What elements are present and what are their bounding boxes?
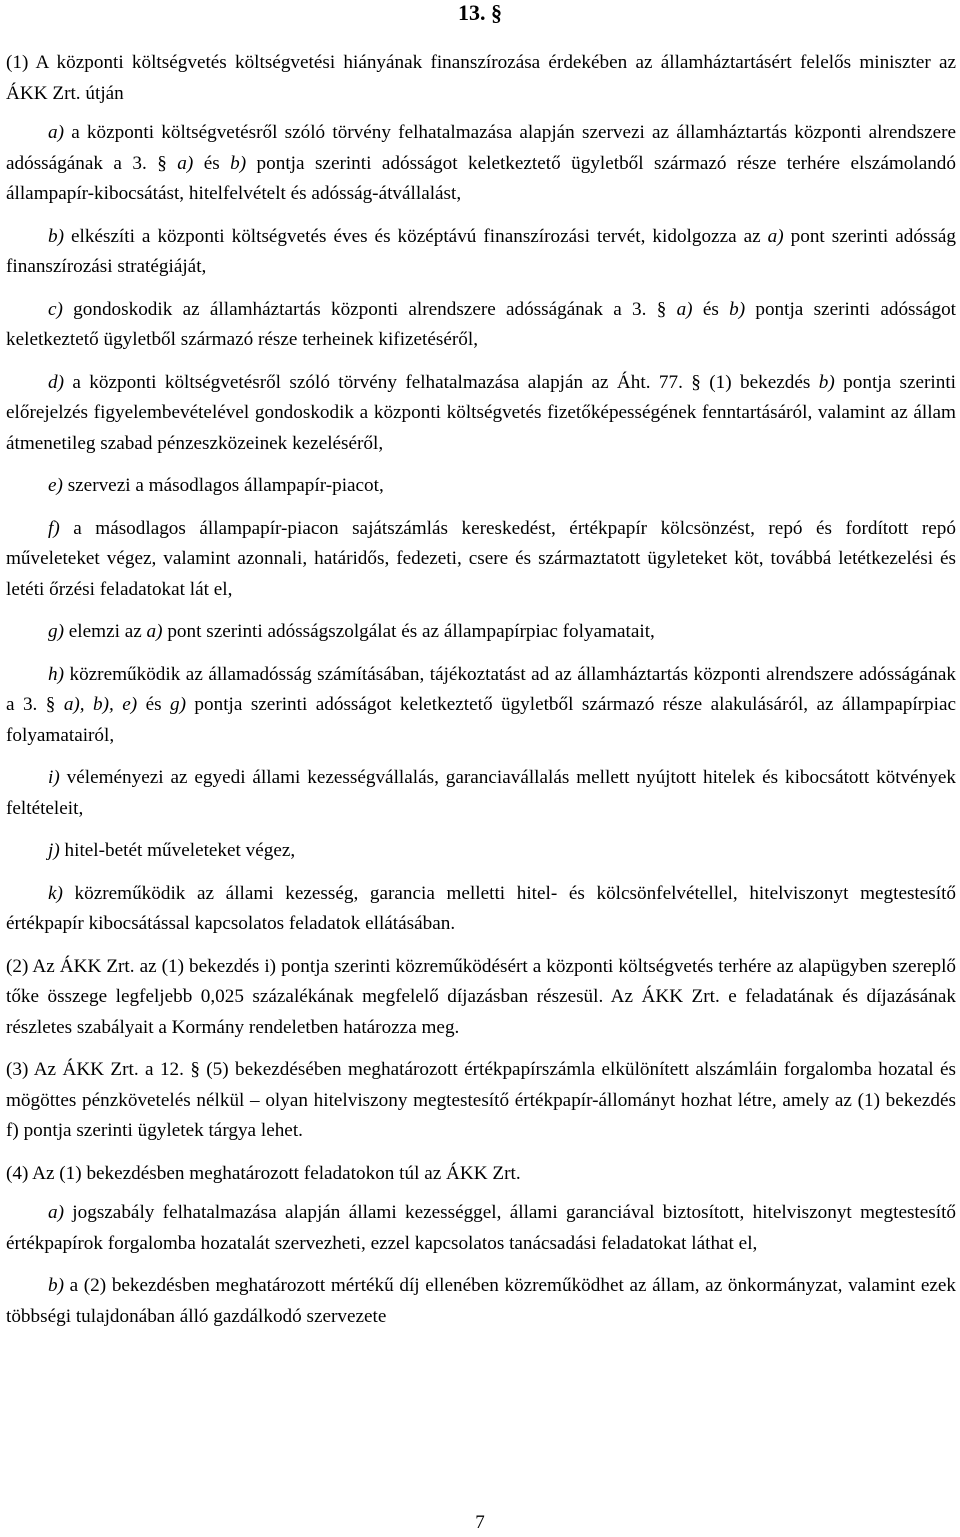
p4-item-a: a) jogszabály felhatalmazása alapján állami kezességgel, állami garanciával biztosított, hitelviszonyt megtestesítő értékpapírok forgalomba hozatalát szervezheti, ezzel kapcsolatos tanácsadási feladatokat láthat el, bbox=[6, 1202, 956, 1254]
item-c: c) gondoskodik az államháztartás központi alrendszere adósságának a 3. § a) és b) pontja szerinti adósságot keletkeztető ügyletből származó része terheinek kifizetéséről, bbox=[6, 298, 957, 350]
item-letter: k) bbox=[48, 882, 63, 904]
item-j: j) hitel-betét műveleteket végez, bbox=[48, 840, 296, 861]
page-number: 7 bbox=[475, 1512, 485, 1533]
point-ref: a), b), e) bbox=[63, 694, 138, 715]
point-ref: a) bbox=[676, 298, 693, 320]
document-body bbox=[6, 48, 956, 1344]
item-h: h) közreműködik az államadósság számításában, tájékoztatást ad az államháztartás központi alrendszere adósságának a 3. § a), b), e) és g) pontja szerinti adósságot keletkeztető ügyletből származó része alakulásáról, az állampapírpiac folyamatairól, bbox=[6, 663, 956, 746]
item-letter: h) bbox=[48, 663, 64, 685]
item-e: e) szervezi a másodlagos állampapír-piacot, bbox=[48, 475, 384, 496]
point-ref: g) bbox=[170, 694, 186, 715]
point-ref: a) bbox=[146, 621, 163, 642]
item-letter: c) bbox=[48, 298, 63, 320]
item-d: d) a központi költségvetésről szóló törvény felhatalmazása alapján az Áht. 77. § (1) bekezdés b) pontja szerinti előrejelzés figyelembevételével gondoskodik a központi költségvetés fizetőképességének fenntartásáról, valamint az állam átmenetileg szabad pénzeszközeinek kezeléséről, bbox=[6, 371, 956, 454]
item-letter: j) bbox=[48, 840, 60, 861]
item-f: f) a másodlagos állampapír-piacon sajátszámlás kereskedést, értékpapír kölcsönzést, repó és fordított repó műveleteket végez, valamint azonnali, határidős, fedezeti, csere és származtatott ügyleteket köt, továbbá letétkezelési és letéti őrzési feladatokat lát el, bbox=[6, 517, 956, 600]
p4-item-b: b) a (2) bekezdésben meghatározott mértékű díj ellenében közreműködhet az állam, az önkormányzat, valamint ezek többségi tulajdonában álló gazdálkodó szervezete bbox=[6, 1275, 956, 1327]
section-heading: 13. § bbox=[458, 0, 502, 25]
item-letter: g) bbox=[48, 621, 64, 642]
paragraph-3: (3) Az ÁKK Zrt. a 12. § (5) bekezdésében meghatározott értékpapírszámla elkülönített alszámláin forgalomba hozatal és mögöttes pénzkövetelés nélkül – olyan hitelviszony megtestesítő értékpapír-állományt hozhat létre, amely az (1) bekezdés f) pontja szerinti ügyletek tárgya lehet. bbox=[6, 1059, 956, 1141]
item-letter: a) bbox=[48, 1202, 64, 1223]
item-letter: b) bbox=[48, 225, 64, 247]
point-ref: b) bbox=[818, 371, 835, 393]
point-ref: b) bbox=[230, 152, 247, 174]
item-i: i) véleményezi az egyedi állami kezességvállalás, garanciavállalás mellett nyújtott hitelek és kibocsátott kötvények feltételeit, bbox=[6, 767, 956, 819]
paragraph-2: (2) Az ÁKK Zrt. az (1) bekezdés i) pontja szerinti közreműködésért a központi költségvetés terhére az alapügyben szereplő tőke összege legfeljebb 0,025 százalékának megfelelő díjazásban részesül. Az ÁKK Zrt. e feladatának és díjazásának részletes szabályait a Kormány rendeletben határozza meg. bbox=[6, 955, 956, 1038]
item-letter: f) bbox=[48, 517, 60, 539]
item-g: g) elemzi az a) pont szerinti adósságszolgálat és az állampapírpiac folyamatait, bbox=[48, 621, 655, 642]
item-letter: a) bbox=[48, 122, 64, 143]
item-letter: d) bbox=[48, 371, 64, 393]
item-letter: b) bbox=[48, 1275, 64, 1296]
point-ref: a) bbox=[177, 152, 194, 174]
paragraph-1-intro: (1) A központi költségvetés költségvetési hiányának finanszírozása érdekében az államháztartásért felelős miniszter az ÁKK Zrt. útján bbox=[6, 52, 956, 104]
item-letter: i) bbox=[48, 767, 60, 788]
point-ref: a) bbox=[767, 225, 784, 247]
item-letter: e) bbox=[48, 475, 63, 496]
point-ref: b) bbox=[729, 298, 746, 320]
paragraph-4-intro: (4) Az (1) bekezdésben meghatározott feladatokon túl az ÁKK Zrt. bbox=[6, 1162, 521, 1184]
item-k: k) közreműködik az állami kezesség, garancia melletti hitel- és kölcsönfelvétellel, hitelviszonyt megtestesítő értékpapír kibocsátással kapcsolatos feladatok ellátásában. bbox=[6, 882, 956, 934]
item-b: b) elkészíti a központi költségvetés éves és középtávú finanszírozási tervét, kidolgozza az a) pont szerinti adósság finanszírozási stratégiáját, bbox=[6, 225, 956, 277]
item-a: a) a központi költségvetésről szóló törvény felhatalmazása alapján szervezi az államháztartás központi alrendszere adósságának a 3. § a) és b) pontja szerinti adósságot keletkeztető ügyletből származó része terhére elszámolandó állampapír-kibocsátást, hitelfelvételt és adósság-átvállalást, bbox=[6, 122, 956, 204]
